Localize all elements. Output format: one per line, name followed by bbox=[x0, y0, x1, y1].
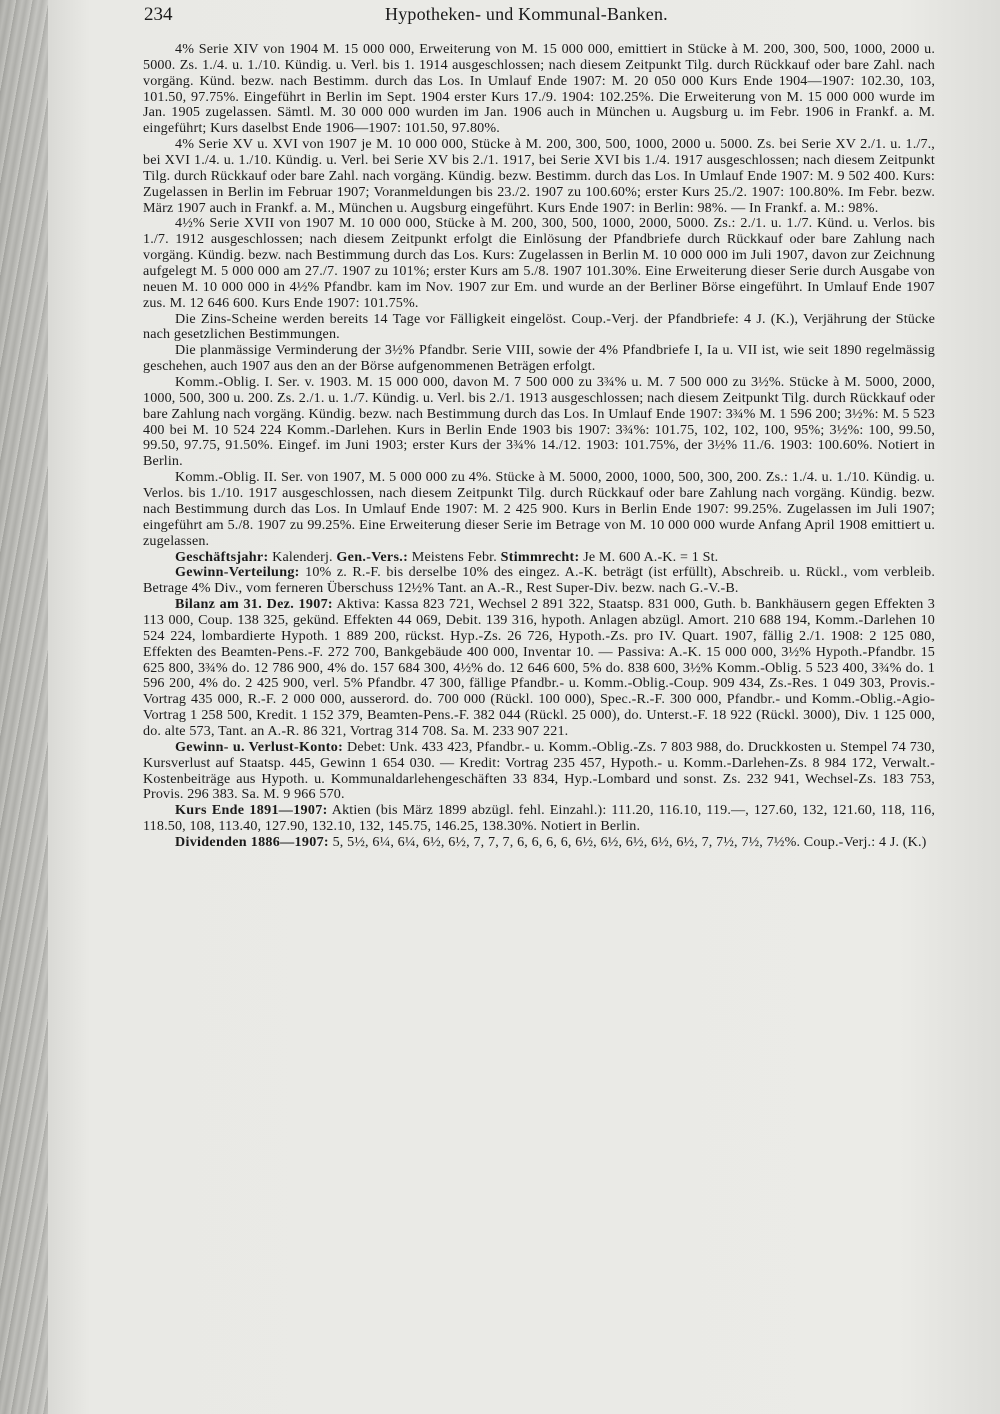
label-dividenden: Dividenden 1886—1907: bbox=[175, 833, 329, 850]
paragraph-komm-oblig-1: Komm.-Oblig. I. Ser. v. 1903. M. 15 000 000, davon M. 7 500 000 zu 3¾% u. M. 7 500 000 zu 3½%. Stücke à M. 5000, 2000, 1000, 500, 300 u. 200. Zs. 2./1. u. 1./7. Kündig. u. Verl. bis 2./1. 1913 ausgeschlossen; nach diesem Zeitpunkt Tilg. durch Rückkauf oder bare Zahlung nach vorgäng. Kündig. bezw. nach Bestimmung durch das Los. In Umlauf Ende 1907: 3¾% M. 1 596 200; 3½%: M. 5 523 400 bei M. 10 524 224 Komm.-Darlehen. Kurs in Berlin Ende 1903 bis 1907: 3¾%: 101.75, 102, 102, 100, 95%; 3½%: 100, 99.50, 99.50, 97.75, 91.50%. Eingef. im Juni 1903; erster Kurs der 3¾% 14./12. 1903: 101.75%, der 3½% 11./6. 1903: 100.60%. Notiert in Berlin. bbox=[143, 374, 935, 470]
paragraph-serie-xiv: 4% Serie XIV von 1904 M. 15 000 000, Erweiterung von M. 15 000 000, emittiert in Stücke à M. 200, 300, 500, 1000, 2000 u. 5000. Zs. 1./4. u. 1./10. Kündig. u. Verl. bis 1. 1914 ausgeschlossen; nach diesem Zeitpunkt Tilg. durch Rückkauf oder bare Zahl. nach vorgäng. Künd. bezw. nach Bestimm. durch das Los. In Umlauf Ende 1907: M. 20 050 000 Kurs Ende 1904—1907: 102.30, 103, 101.50, 97.75%. Eingeführt in Berlin im Sept. 1904 erster Kurs 17./9. 1904: 102.25%. Die Erweiterung von M. 15 000 000 wurde im Jan. 1905 zugelassen. Sämtl. M. 30 000 000 wurden im Jan. 1906 auch in München u. Augsburg u. im Febr. 1906 in Frankf. a. M. eingeführt; Kurs daselbst Ende 1906—1907: 101.50, 97.80%. bbox=[143, 41, 935, 137]
value-gewinn-verlust: Debet: Unk. 433 423, Pfandbr.- u. Komm.-Oblig.-Zs. 7 803 988, do. Druckkosten u. Stempel 74 730, Kursverlust auf Staatsp. 445, Gewinn 1 654 030. — Kredit: Vortrag 235 457, Hypoth.- u. Komm.-Darlehen-Zs. 8 984 172, Verwalt.-Kostenbeiträge aus Hypoth. u. Kommunaldarlehengeschäften 33 834, Hyp.-Lombard und sonst. Zs. 232 941, Wechsel-Zs. 183 753, Provis. 296 383. Sa. M. 9 966 570. bbox=[143, 738, 935, 803]
label-gewinn-verlust: Gewinn- u. Verlust-Konto: bbox=[175, 738, 344, 755]
section-dividenden bbox=[143, 835, 935, 851]
paragraph-serie-xvii: 4½% Serie XVII von 1907 M. 10 000 000, Stücke à M. 200, 300, 500, 1000, 2000, 5000. Zs.: 2./1. u. 1./7. Künd. u. Verlos. bis 1./7. 1912 ausgeschlossen; nach diesem Zeitpunkt erfolgt die Einlösung der Pfandbriefe durch Rückkauf oder bare Zahlung nach vorgäng. Kündig. bezw. nach Bestimmung durch das Los. Kurs: Zugelassen in Berlin M. 10 000 000 im Juli 1907, davon zur Zeichnung aufgelegt M. 5 000 000 am 27./7. 1907 zu 101%; erster Kurs am 5./8. 1907 101.30%. Eine Erweiterung dieser Serie durch Ausgabe von neuen M. 10 000 000 in 4½% Pfandbr. kam im Nov. 1907 zur Em. und wurde an der Berliner Börse eingeführt. In Umlauf Ende 1907 zus. M. 12 646 600. Kurs Ende 1907: 101.75%. bbox=[143, 215, 935, 311]
label-geschaeftsjahr: Geschäftsjahr: bbox=[175, 548, 269, 565]
section-kurs bbox=[143, 803, 935, 835]
body-text bbox=[143, 42, 935, 851]
page-number: 234 bbox=[144, 4, 173, 25]
paragraph-komm-oblig-2: Komm.-Oblig. II. Ser. von 1907, M. 5 000 000 zu 4%. Stücke à M. 5000, 2000, 1000, 500, 300, 200. Zs.: 1./4. u. 1./10. Kündig. u. Verlos. bis 1./10. 1917 ausgeschlossen, nach diesem Zeitpunkt Tilg. durch Rückkauf oder bare Zahlung nach vorgäng. Kündig. bezw. nach Bestimmung durch das Los. In Umlauf Ende 1907: M. 2 425 900. Kurs in Berlin Ende 1907: 99.25%. Zugelassen im Juli 1907; eingeführt am 5./8. 1907 zu 99.25%. Eine Erweiterung dieser Serie im Betrage von M. 10 000 000 wurde Anfang April 1908 emittiert u. zugelassen. bbox=[143, 469, 935, 549]
label-bilanz: Bilanz am 31. Dez. 1907: bbox=[175, 596, 333, 613]
section-bilanz bbox=[143, 597, 935, 740]
value-geschaeftsjahr: Kalenderj. bbox=[272, 548, 333, 565]
section-geschaeftsjahr bbox=[143, 550, 935, 566]
paragraph-zins-scheine: Die Zins-Scheine werden bereits 14 Tage vor Fälligkeit eingelöst. Coup.-Verj. der Pfandbriefe: 4 J. (K.), Verjährung der Stücke nach gesetzlichen Bestimmungen. bbox=[143, 310, 935, 343]
label-gewinn-verteilung: Gewinn-Verteilung: bbox=[175, 564, 300, 581]
paragraph-verminderung: Die planmässige Verminderung der 3½% Pfandbr. Serie VIII, sowie der 4% Pfandbriefe I, Ia u. VII ist, wie seit 1890 regelmässig geschehen, auch 1907 aus den an der Börse aufgenommenen Beträgen erfolgt. bbox=[143, 342, 935, 375]
value-kurs: Aktien (bis März 1899 abzügl. fehl. Einzahl.): 111.20, 116.10, 119.—, 127.60, 132, 121.60, 118, 116, 118.50, 108, 113.40, 127.90, 132.10, 132, 145.75, 146.25, 138.30%. Notiert in Berlin. bbox=[143, 802, 935, 835]
running-title: Hypotheken- und Kommunal-Banken. bbox=[385, 4, 668, 24]
value-bilanz: Aktiva: Kassa 823 721, Wechsel 2 891 322, Staatsp. 831 000, Guth. b. Bankhäusern gegen Effekten 3 113 000, Coup. 138 325, gekünd. Effekten 44 069, Debit. 139 316, hypoth. Anlagen abzügl. Amort. 210 688 194, Komm.-Darlehen 10 524 224, lombardierte Hypoth. 1 889 200, rückst. Hyp.-Zs. 26 726, Hypoth.-Zs. pro IV. Quart. 1907, fällig 2./1. 1908: 2 125 080, Effekten des Beamten-Pens.-F. 272 700, Bankgebäude 400 000, Inventar 10. — Passiva: A.-K. 15 000 000, 3½% Hypoth.-Pfandbr. 15 625 800, 3¾% do. 12 786 900, 4% do. 157 684 300, 4½% do. 12 646 600, 5% do. 838 600, 3½% Komm.-Oblig. 5 523 400, 3¾% do. 1 596 200, 4% do. 2 425 900, verl. 5% Pfandbr. 47 300, fällige Pfandbr.- u. Komm.-Oblig.-Coup. 909 434, Zs.-Res. 1 049 303, Provis.-Vortrag 435 000, R.-F. 2 000 000, ausserord. do. 700 000 (Rückl. 100 000), Spec.-R.-F. 300 000, Pfandbr.- und Komm.-Oblig.-Agio-Vortrag 1 258 500, Kredit. 1 152 379, Beamten-Pens.-F. 382 044 (Rückl. 25 000), do. Unterst.-F. 18 922 (Rückl. 3000), Div. 1 125 000, do. alte 573, Tant. an A.-R. 86 321, Vortrag 314 708. Sa. M. 233 907 221. bbox=[143, 596, 935, 739]
label-gen-vers: Gen.-Vers.: bbox=[336, 548, 409, 565]
section-gewinn-verteilung bbox=[143, 565, 935, 597]
value-dividenden: 5, 5½, 6¼, 6¼, 6½, 6½, 7, 7, 7, 6, 6, 6, 6, 6½, 6½, 6½, 6½, 6½, 7, 7½, 7½, 7½%. Coup.-Verj.: 4 J. (K.) bbox=[332, 833, 927, 850]
value-gen-vers: Meistens Febr. bbox=[411, 548, 497, 565]
value-gewinn-verteilung: 10% z. R.-F. bis derselbe 10% des eingez. A.-K. beträgt (ist erfüllt), Abschreib. u. Rückl., vom verbleib. Betrage 4% Div., vom ferneren Überschuss 12½% Tant. an A.-R., Rest Super-Div. bezw. nach G.-V.-B. bbox=[143, 564, 935, 597]
value-stimmrecht: Je M. 600 A.-K. = 1 St. bbox=[583, 548, 719, 565]
paragraph-serie-xv-xvi: 4% Serie XV u. XVI von 1907 je M. 10 000 000, Stücke à M. 200, 300, 500, 1000, 2000 u. 5000. Zs. bei Serie XV 2./1. u. 1./7., bei XVI 1./4. u. 1./10. Kündig. u. Verl. bei Serie XV bis 2./1. 1917, bei Serie XVI bis 1./4. 1917 ausgeschlossen; nach diesem Zeitpunkt Tilg. durch Rückkauf oder bare Zahl. nach vorgäng. Kündig. bezw. Bestimm. durch das Los. In Umlauf Ende 1907: M. 9 502 400. Kurs: Zugelassen in Berlin im Februar 1907; Voranmeldungen bis 23./2. 1907 zu 100.60%; erster Kurs 25./2. 1907: 100.80%. Im Febr. bezw. März 1907 auch in Frankf. a. M., München u. Augsburg eingeführt. Kurs Ende 1907: in Berlin: 98%. — In Frankf. a. M.: 98%. bbox=[143, 136, 935, 216]
section-gewinn-verlust bbox=[143, 740, 935, 803]
label-kurs: Kurs Ende 1891—1907: bbox=[175, 802, 328, 819]
page-header bbox=[140, 4, 940, 30]
label-stimmrecht: Stimmrecht: bbox=[500, 548, 580, 565]
book-binding-edge bbox=[0, 0, 48, 1414]
